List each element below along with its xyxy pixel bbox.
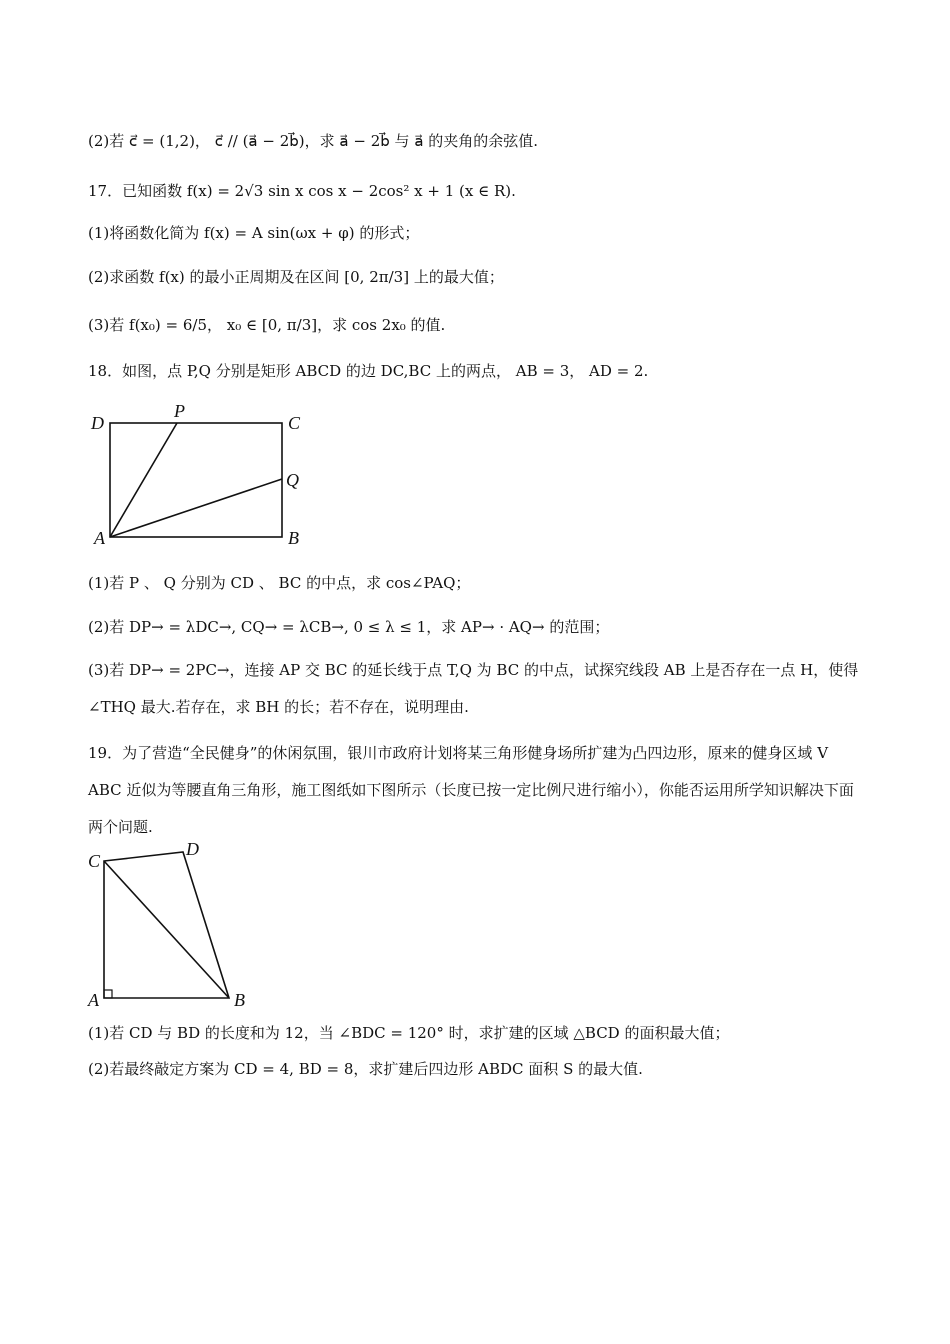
q18-part3: (3)若 DP→ = 2PC→，连接 AP 交 BC 的延长线于点 T,Q 为 BC 的中点，试探究线段 AB 上是否存在一点 H，使得 ∠THQ 最大.若存在，求 BH 的长；若不存在，说明理由. <box>88 661 859 716</box>
q17-part3: (3)若 f(x₀) = 6/5， x₀ ∈ [0, π/3]，求 cos 2x₀ 的值. <box>88 316 446 334</box>
q19-figure <box>86 836 266 1012</box>
q19-part1: (1)若 CD 与 BD 的长度和为 12，当 ∠BDC = 120° 时，求扩建的区域 △BCD 的面积最大值； <box>88 1024 730 1042</box>
segment-cb <box>104 861 229 998</box>
rectangle-abcd <box>110 423 282 537</box>
label-d: D <box>186 839 199 859</box>
q18-stem: 18．如图，点 P,Q 分别是矩形 ABCD 的边 DC,BC 上的两点， AB = 3， AD = 2. <box>88 362 649 380</box>
label-c: C <box>288 413 301 433</box>
label-b: B <box>288 528 299 548</box>
label-a: A <box>94 528 105 548</box>
q19-stem: 19．为了营造“全民健身”的休闲氛围，银川市政府计划将某三角形健身场所扩建为凸四边形，原来的健身区域 V ABC 近似为等腰直角三角形，施工图纸如下图所示（长度已按一定比例尺进行缩小），你能否运用所学知识解决下面两个问题. <box>88 744 854 836</box>
right-angle-mark <box>104 990 112 998</box>
label-p: P <box>174 401 185 421</box>
q19-part2: (2)若最终敲定方案为 CD = 4, BD = 8，求扩建后四边形 ABDC 面积 S 的最大值. <box>88 1060 643 1078</box>
q17-part2: (2)求函数 f(x) 的最小正周期及在区间 [0, 2π/3] 上的最大值； <box>88 268 504 286</box>
quadrilateral-abdc <box>104 852 229 998</box>
label-d: D <box>91 413 104 433</box>
label-q: Q <box>286 470 299 490</box>
label-a: A <box>88 990 99 1010</box>
segment-aq <box>110 479 282 537</box>
q18-part1: (1)若 P 、 Q 分别为 CD 、 BC 的中点，求 cos∠PAQ； <box>88 574 471 592</box>
label-c: C <box>88 851 101 871</box>
q18-figure <box>86 398 316 550</box>
segment-ap <box>110 423 177 537</box>
q17-part1: (1)将函数化简为 f(x) = A sin(ωx + φ) 的形式； <box>88 224 420 242</box>
q16-part2: (2)若 c⃗ = (1,2)， c⃗ // (a⃗ − 2b⃗)，求 a⃗ − 2b⃗ 与 a⃗ 的夹角的余弦值. <box>88 132 539 150</box>
q17-stem: 17．已知函数 f(x) = 2√3 sin x cos x − 2cos² x + 1 (x ∈ R). <box>88 182 516 200</box>
label-b: B <box>234 990 245 1010</box>
q18-part2: (2)若 DP→ = λDC→, CQ→ = λCB→, 0 ≤ λ ≤ 1，求 AP→ · AQ→ 的范围； <box>88 618 610 636</box>
